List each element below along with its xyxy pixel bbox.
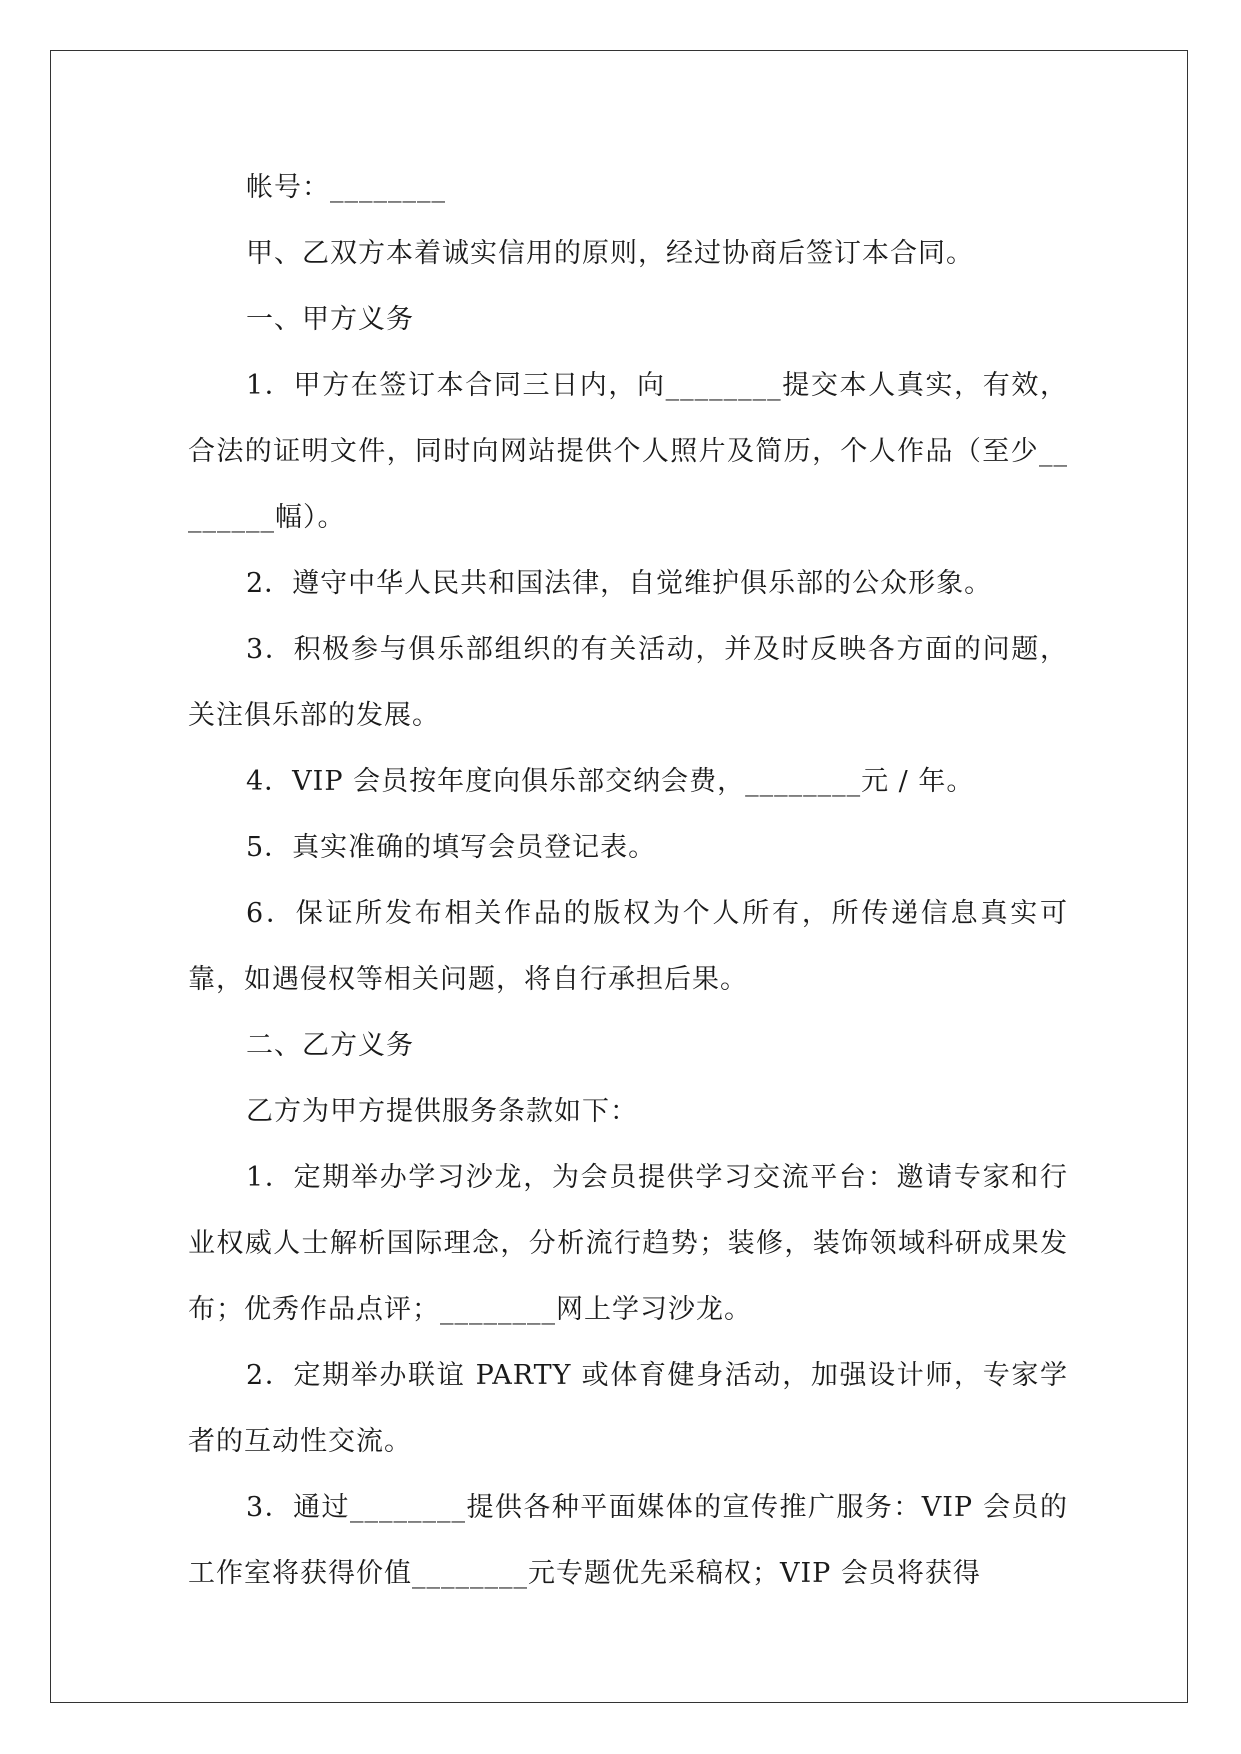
section-heading-party-b: 二、乙方义务 (246, 1030, 414, 1061)
party-a-clause-5: 5．真实准确的填写会员登记表。 (246, 832, 657, 863)
section-heading-party-a: 一、甲方义务 (246, 304, 414, 335)
party-b-clause-1: 1．定期举办学习沙龙，为会员提供学习交流平台：邀请专家和行业权威人士解析国际理念，分析流行趋势；装修，装饰领域科研成果发布；优秀作品点评；________网上学习沙龙。 (188, 1162, 1068, 1325)
party-a-clause-1: 1．甲方在签订本合同三日内，向________提交本人真实，有效，合法的证明文件，同时向网站提供个人照片及简历，个人作品（至少________幅）。 (188, 370, 1068, 533)
party-a-clause-6: 6．保证所发布相关作品的版权为个人所有，所传递信息真实可靠，如遇侵权等相关问题，将自行承担后果。 (188, 898, 1068, 995)
party-b-clause-2: 2．定期举办联谊 PARTY 或体育健身活动，加强设计师，专家学者的互动性交流。 (188, 1360, 1068, 1457)
party-a-clause-3: 3．积极参与俱乐部组织的有关活动，并及时反映各方面的问题，关注俱乐部的发展。 (188, 634, 1068, 731)
party-b-intro: 乙方为甲方提供服务条款如下： (246, 1096, 638, 1127)
contract-preamble: 甲、乙双方本着诚实信用的原则，经过协商后签订本合同。 (246, 238, 974, 269)
party-b-clause-3: 3．通过________提供各种平面媒体的宣传推广服务：VIP 会员的工作室将获得价值________元专题优先采稿权；VIP 会员将获得 (188, 1492, 1068, 1589)
account-line: 帐号：________ (246, 172, 446, 203)
party-a-clause-2: 2．遵守中华人民共和国法律，自觉维护俱乐部的公众形象。 (246, 568, 993, 599)
party-a-clause-4: 4．VIP 会员按年度向俱乐部交纳会费，________元 / 年。 (246, 766, 975, 797)
document-body (188, 155, 1068, 1607)
